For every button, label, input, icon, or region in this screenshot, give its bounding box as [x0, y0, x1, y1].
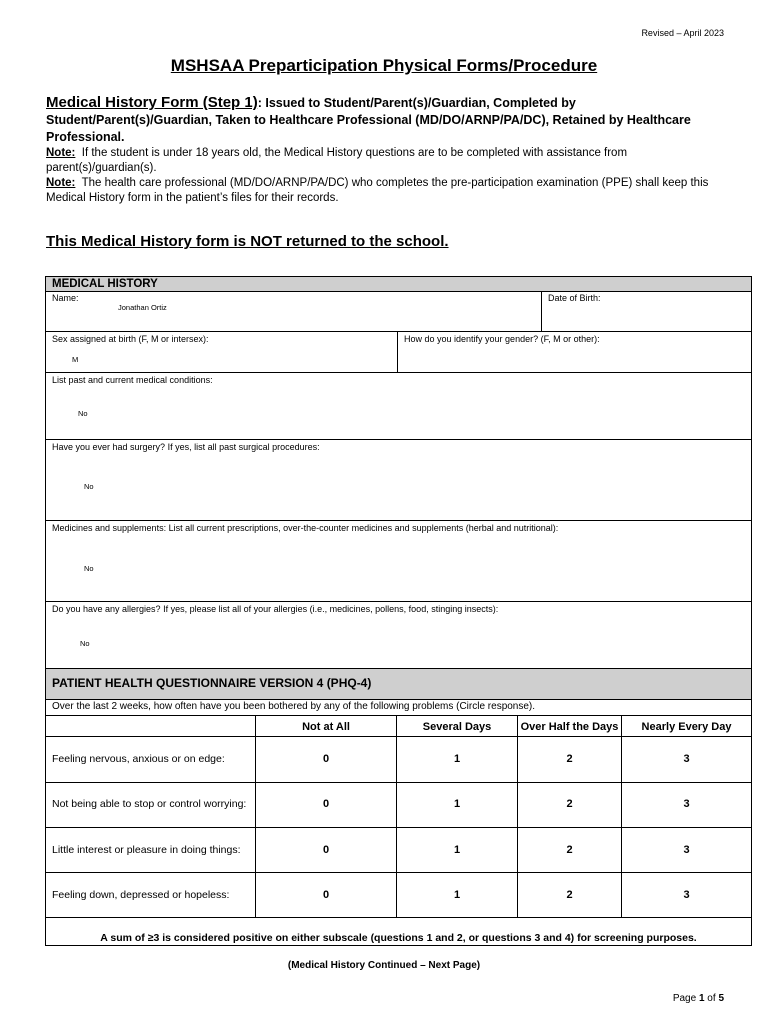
q1-score-1[interactable]: 1 [453, 753, 461, 765]
surgery-label: Have you ever had surgery? If yes, list all past surgical procedures: [52, 442, 320, 452]
q2-score-3[interactable]: 3 [683, 798, 690, 810]
phq4-question-2: Not being able to stop or control worrying: [52, 798, 247, 810]
page-total: 5 [718, 993, 724, 1004]
continued-note: (Medical History Continued – Next Page) [287, 960, 481, 971]
q1-score-0[interactable]: 0 [322, 753, 330, 765]
note-2 [46, 176, 736, 206]
phq4-question-3: Little interest or pleasure in doing things: [52, 844, 241, 856]
q1-score-2[interactable]: 2 [566, 753, 573, 765]
q3-score-0[interactable]: 0 [322, 844, 330, 856]
page-prefix: Page [672, 993, 699, 1004]
phq4-instructions: Over the last 2 weeks, how often have you been bothered by any of the following problems (Circle response). [52, 701, 536, 712]
note-label: Note: [46, 147, 76, 159]
q1-score-3[interactable]: 3 [683, 753, 690, 765]
q4-score-1[interactable]: 1 [453, 889, 461, 901]
page-of: of [704, 993, 719, 1004]
note-2-text: The health care professional (MD/DO/ARNP/PA/DC) who completes the pre-participation examination (PPE) shall keep this Medical History form in the patient’s files for their records. [46, 177, 709, 204]
q4-score-3[interactable]: 3 [683, 889, 690, 901]
phq4-header: PATIENT HEALTH QUESTIONNAIRE VERSION 4 (PHQ-4) [46, 669, 751, 699]
q3-score-2[interactable]: 2 [566, 844, 573, 856]
col-several-days: Several Days [422, 721, 492, 733]
q4-score-0[interactable]: 0 [322, 889, 330, 901]
name-field[interactable]: Jonathan Ortiz [118, 303, 167, 312]
step-heading: Medical History Form (Step 1) [46, 94, 258, 111]
sex-label: Sex assigned at birth (F, M or intersex): [52, 334, 209, 344]
page-number [673, 993, 724, 1004]
q4-score-2[interactable]: 2 [566, 889, 573, 901]
medicines-field[interactable]: No [84, 564, 94, 573]
medical-history-header: MEDICAL HISTORY [46, 277, 751, 291]
not-returned-notice: This Medical History form is NOT returned to the school. [46, 233, 449, 250]
gender-label: How do you identify your gender? (F, M or other): [404, 334, 600, 344]
page-current: 1 [698, 993, 705, 1004]
conditions-field[interactable]: No [78, 409, 88, 418]
sex-field[interactable]: M [72, 355, 79, 364]
phq4-question-1: Feeling nervous, anxious or on edge: [52, 753, 225, 765]
surgery-field[interactable]: No [84, 482, 94, 491]
allergies-label: Do you have any allergies? If yes, please list all of your allergies (i.e., medicines, pollens, food, stinging insects): [52, 604, 499, 614]
q2-score-2[interactable]: 2 [566, 798, 573, 810]
revised-date: Revised – April 2023 [641, 28, 724, 38]
name-label: Name: [52, 293, 79, 303]
intro-heading [46, 94, 736, 146]
allergies-field[interactable]: No [80, 639, 90, 648]
intro-block [46, 94, 736, 206]
note-1 [46, 146, 736, 176]
col-not-at-all: Not at All [302, 721, 350, 733]
phq4-sum-note: A sum of ≥3 is considered positive on either subscale (questions 1 and 2, or questions 3 and 4) for screening purposes. [100, 932, 697, 944]
phq4-question-4: Feeling down, depressed or hopeless: [52, 889, 230, 901]
q2-score-1[interactable]: 1 [453, 798, 461, 810]
conditions-label: List past and current medical conditions: [52, 375, 213, 385]
dob-label: Date of Birth: [548, 293, 601, 303]
medicines-label: Medicines and supplements: List all current prescriptions, over-the-counter medicines and supplements (herbal and nutritional): [52, 523, 559, 533]
medical-history-form [45, 276, 752, 946]
step-heading-rest: : Issued to Student/Parent(s)/Guardian, Completed by Student/Parent(s)/Guardian, Taken to Healthcare Professional (MD/DO/ARNP/PA/DC), Retained by Healthcare Professional. [46, 96, 691, 144]
q3-score-3[interactable]: 3 [683, 844, 690, 856]
q2-score-0[interactable]: 0 [322, 798, 330, 810]
col-over-half: Over Half the Days [520, 721, 619, 733]
col-nearly-every-day: Nearly Every Day [641, 721, 732, 733]
q3-score-1[interactable]: 1 [453, 844, 461, 856]
note-label: Note: [46, 177, 76, 189]
page-title: MSHSAA Preparticipation Physical Forms/Procedure [170, 56, 598, 75]
note-1-text: If the student is under 18 years old, the Medical History questions are to be completed with assistance from parent(s)/guardian(s). [46, 147, 628, 174]
